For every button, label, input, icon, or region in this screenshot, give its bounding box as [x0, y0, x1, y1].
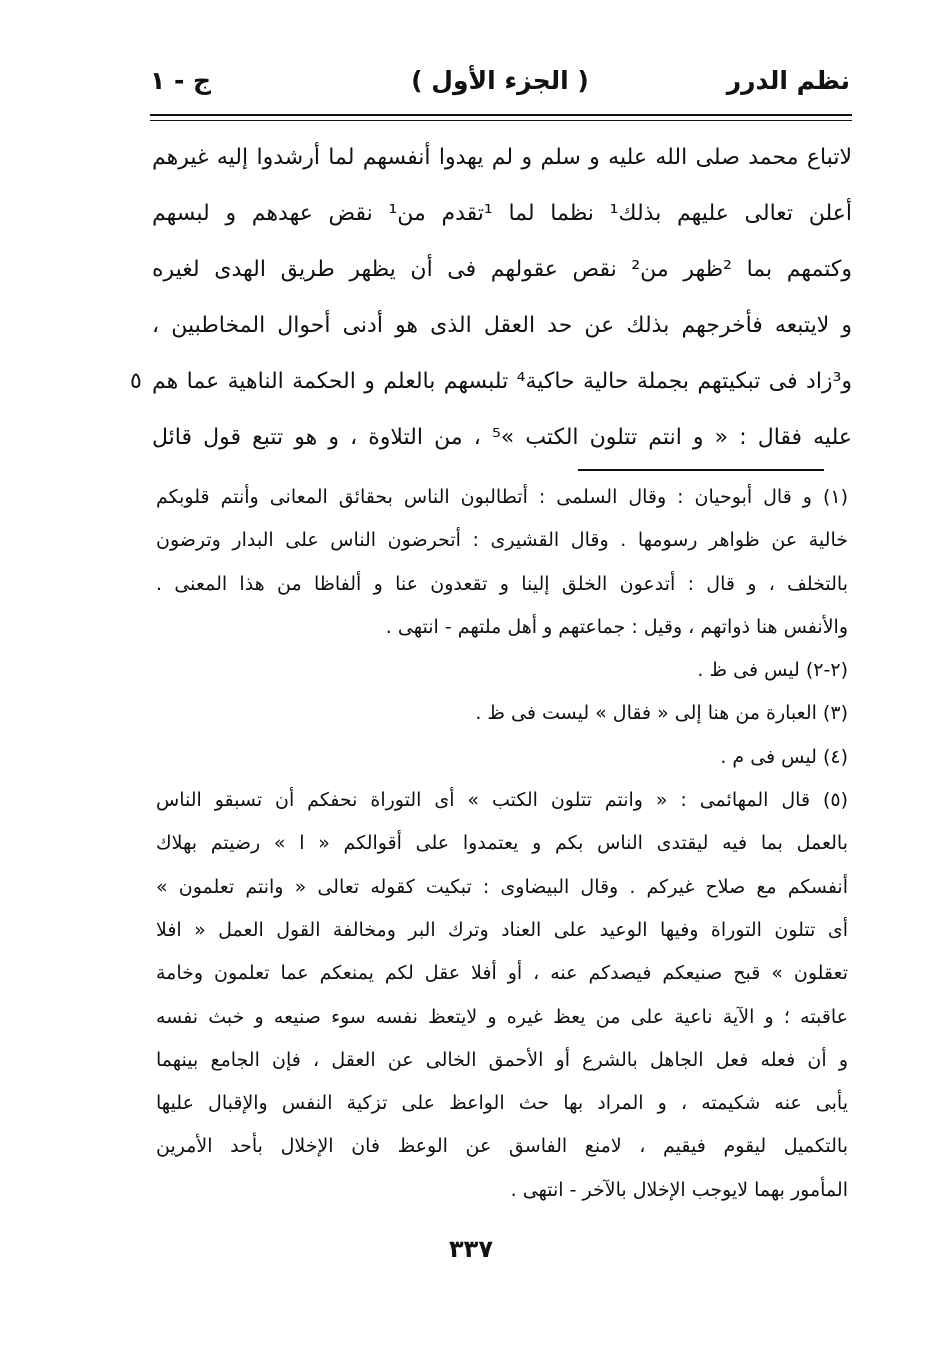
- footnote-line: (٢-٢) ليس فى ظ .: [697, 659, 848, 682]
- book-title: نظم الدرر: [726, 66, 850, 95]
- main-line: أعلن تعالى عليهم بذلك¹ نظما لما ¹تقدم من¹ نقض عهدهم و لبسهم: [152, 201, 852, 226]
- main-line: لاتباع محمد صلى الله عليه و سلم و لم يهدوا أنفسهم لما أرشدوا إليه غيرهم: [152, 145, 852, 170]
- footnote-line: (٤) ليس فى م .: [720, 745, 848, 768]
- footnote-line: (٥) قال المهائمى : « وانتم تتلون الكتب » أى التوراة نحفكم أن تسبقو الناس: [156, 789, 848, 812]
- footnote-line: أى تتلون التوراة وفيها الوعيد على العناد وترك البر ومخالفة القول العمل « افلا: [156, 918, 848, 941]
- main-line: و لايتبعه فأخرجهم بذلك عن حد العقل الذى هو أدنى أحوال المخاطبين ،: [152, 313, 852, 338]
- main-line: وكتمهم بما ²ظهر من² نقص عقولهم فى أن يظهر طريق الهدى لغيره: [152, 257, 852, 282]
- footnote-line: المأمور بهما لايوجب الإخلال بالآخر - انتهى .: [510, 1178, 848, 1201]
- page-number: ٣٣٧: [449, 1235, 493, 1263]
- footnotes: [156, 476, 848, 1212]
- footnote-divider: [578, 469, 824, 471]
- footnote-line: بالتخلف ، و قال : أتدعون الخلق إلينا و تقعدون عنا و ألفاظا من هذا المعنى .: [156, 572, 848, 595]
- page-header: [150, 62, 850, 106]
- footnote-line: والأنفس هنا ذواتهم ، وقيل : جماعتهم و أهل ملتهم - انتهى .: [385, 615, 848, 638]
- main-line-numbered: [130, 354, 853, 410]
- footnote-line: و أن فعله فعل الجاهل بالشرع أو الأحمق الخالى عن العقل ، فإن الجامع بينهما: [156, 1048, 848, 1071]
- footnote-line: (١) و قال أبوحيان : وقال السلمى : أتطالبون الناس بحقائق المعانى وأنتم قلوبكم: [156, 486, 848, 508]
- main-line-text: و³زاد فى تبكيتهم بجملة حالية حاكية⁴ تلبسهم بالعلم و الحكمة الناهية عما هم: [152, 369, 853, 394]
- header-rule-thick: [150, 114, 852, 116]
- footnote-line: عاقبته ؛ و الآية ناعية على من يعظ غيره و لايتعظ نفسه سوء صنيعه و خبث نفسه: [156, 1005, 848, 1028]
- main-text: [130, 130, 853, 466]
- footnote-line: (٣) العبارة من هنا إلى « فقال » ليست فى ظ .: [475, 702, 848, 725]
- main-line: عليه فقال : « و انتم تتلون الكتب »⁵ ، من التلاوة ، و هو تتبع قول قائل: [152, 425, 852, 450]
- header-rule-thin: [150, 120, 852, 121]
- footnote-line: أنفسكم مع صلاح غيركم . وقال البيضاوى : تبكيت كقوله تعالى « وانتم تعلمون »: [156, 875, 848, 898]
- footnote-line: يأبى عنه شكيمته ، و المراد بها حث الواعظ على تزكية النفس والإقبال عليها: [156, 1092, 848, 1115]
- footnote-line: بالتكميل ليقوم فيقيم ، لامنع الفاسق عن الوعظ فان الإخلال بأحد الأمرين: [156, 1135, 848, 1158]
- volume-label: ج - ١: [150, 66, 212, 95]
- part-label: ( الجزء الأول ): [411, 66, 589, 95]
- footnote-line: بالعمل بما فيه ليقتدى الناس بكم و يعتمدوا على أقوالكم « ا » رضيتم بهلاك: [156, 832, 848, 855]
- line-number: ٥: [130, 369, 142, 394]
- footnote-line: خالية عن ظواهر رسومها . وقال القشيرى : أتحرضون الناس على البدار وترضون: [156, 529, 848, 552]
- footnote-line: تعقلون » قبح صنيعكم فيصدكم عنه ، أو أفلا عقل لكم يمنعكم عما تعلمون وخامة: [156, 962, 848, 985]
